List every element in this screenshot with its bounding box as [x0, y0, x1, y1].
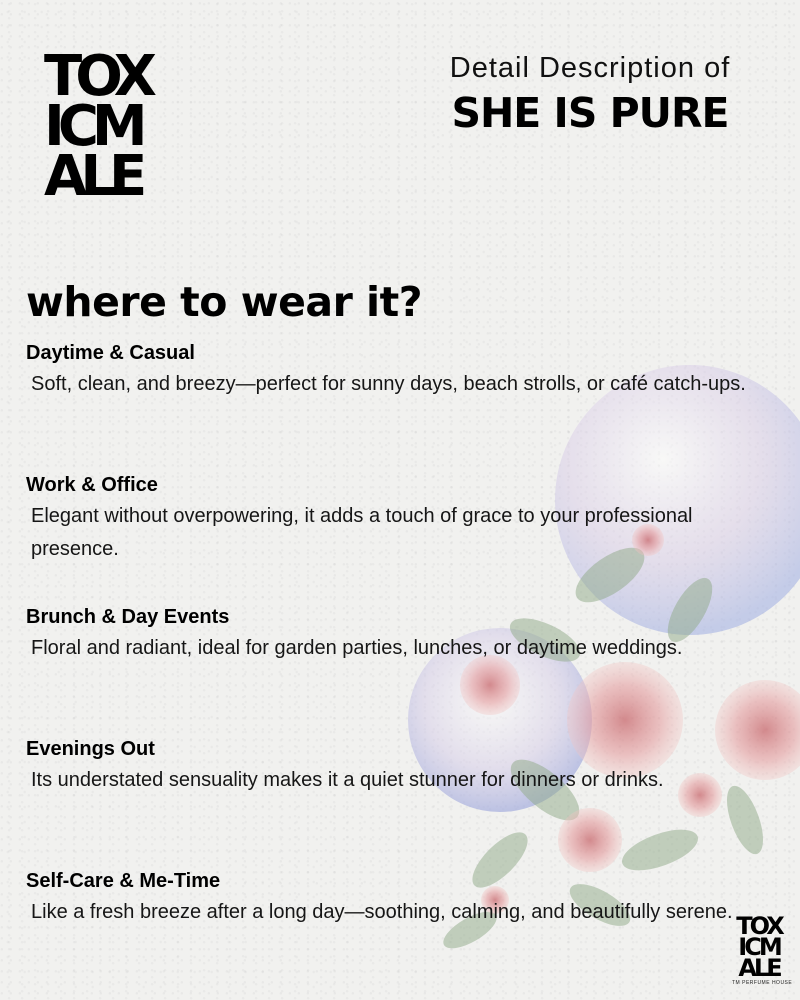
list-item	[26, 470, 771, 602]
list-item	[26, 866, 771, 998]
page-header	[400, 52, 780, 137]
item-title: Daytime & Casual	[26, 342, 195, 364]
logo-line-2: ICM	[44, 94, 141, 159]
logo-line-3: ALE	[44, 144, 141, 209]
item-title: Brunch & Day Events	[26, 606, 230, 628]
list-item	[26, 338, 771, 470]
item-description: Its understated sensuality makes it a quiet stunner for dinners or drinks.	[31, 769, 664, 791]
logo-line-1: TOX	[44, 44, 150, 109]
logo-small-line-3: ALE	[738, 954, 780, 982]
brand-logo	[44, 44, 168, 209]
item-description: Like a fresh breeze after a long day—soothing, calming, and beautifully serene.	[31, 901, 733, 923]
item-description: Elegant without overpowering, it adds a touch of grace to your professional presence.	[31, 505, 693, 560]
section-title: where to wear it?	[26, 278, 422, 326]
wear-occasion-list	[26, 338, 771, 998]
item-description: Soft, clean, and breezy—perfect for sunny days, beach strolls, or café catch-ups.	[31, 373, 746, 395]
list-item	[26, 734, 771, 866]
product-name: SHE IS PURE	[451, 89, 729, 137]
logo-tagline: TM PERFUME HOUSE	[732, 980, 793, 986]
item-description: Floral and radiant, ideal for garden parties, lunches, or daytime weddings.	[31, 637, 683, 659]
brand-logo-small	[732, 912, 793, 986]
header-subtitle: Detail Description of	[449, 52, 731, 84]
list-item	[26, 602, 771, 734]
item-title: Self-Care & Me-Time	[26, 870, 221, 892]
logo-small-line-1: TOX	[736, 912, 782, 940]
logo-small-line-2: ICM	[738, 933, 780, 961]
item-title: Evenings Out	[26, 738, 155, 760]
item-title: Work & Office	[26, 474, 158, 496]
